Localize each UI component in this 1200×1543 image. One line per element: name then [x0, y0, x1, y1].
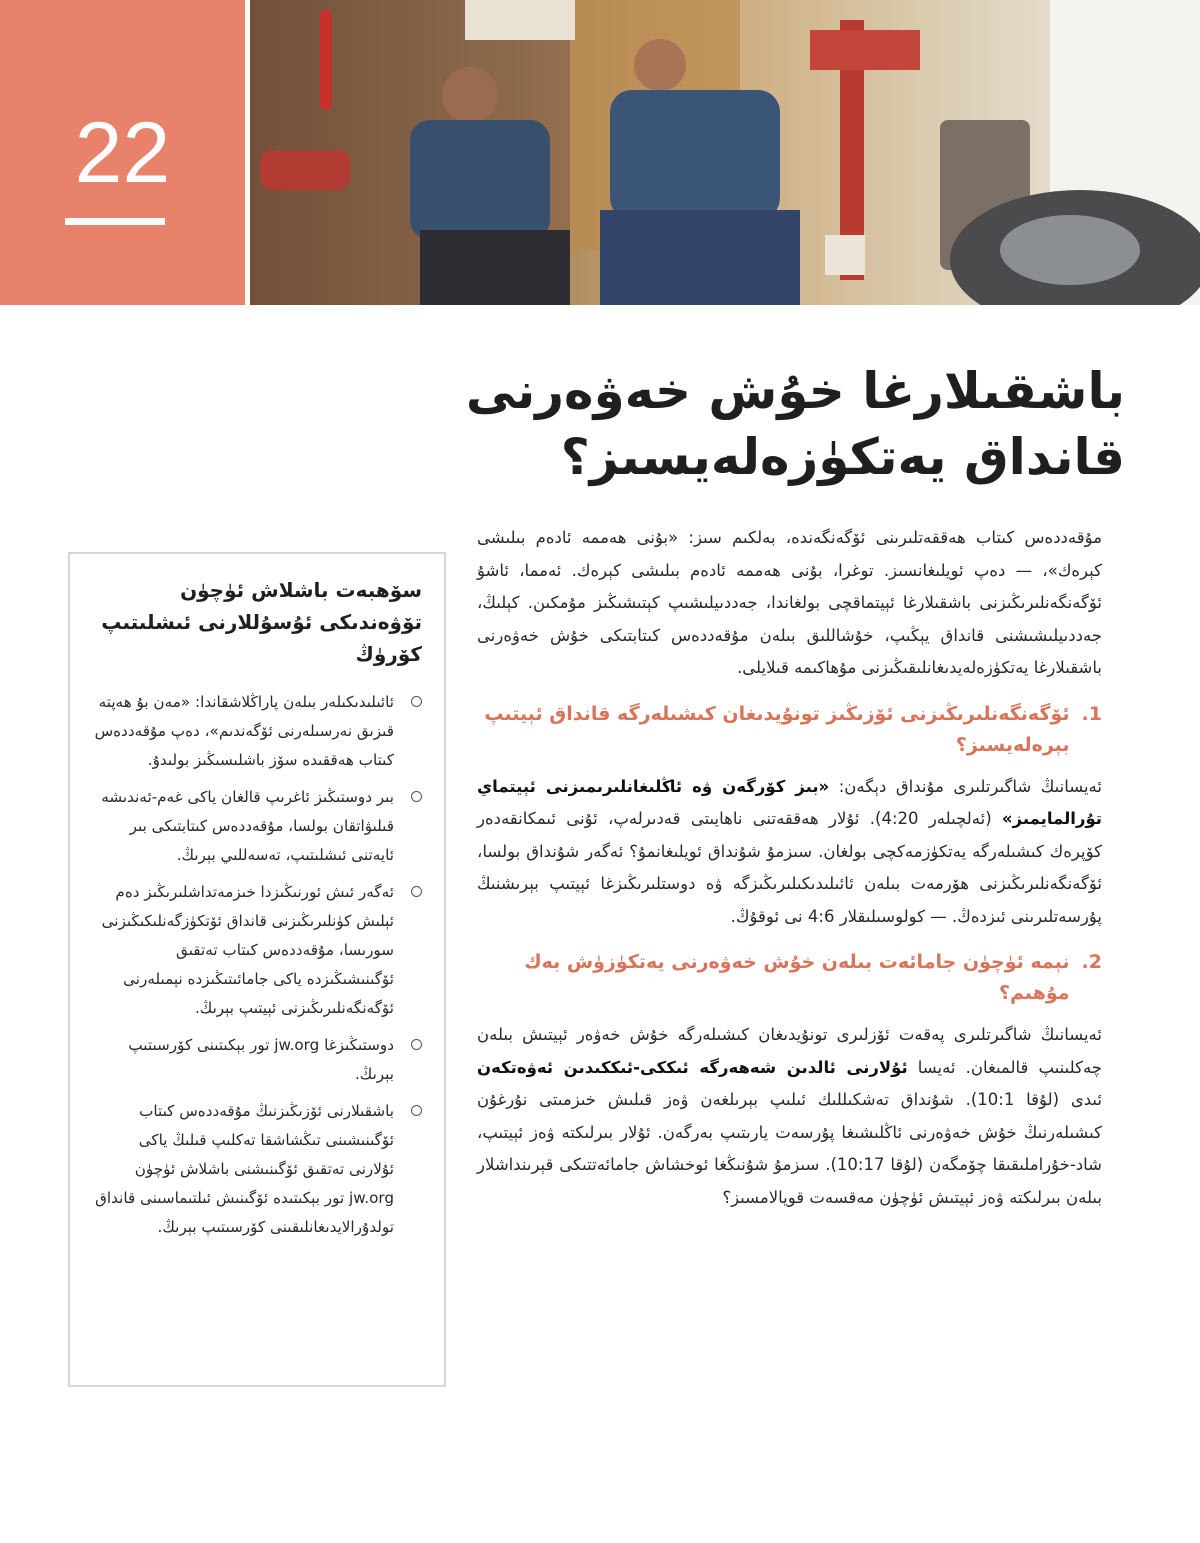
sidebar-item — [90, 688, 422, 775]
section-1-heading — [477, 699, 1102, 761]
title-line-2: قانداق يەتكۈزەلەيسىز؟ — [560, 428, 1125, 486]
sidebar-box — [68, 552, 446, 1387]
main-article — [477, 522, 1102, 1214]
bullet-circle-icon — [411, 1039, 422, 1050]
section-1-heading-text: ئۆگەنگەنلىرىڭىزنى ئۆزىڭىز تونۇيدىغان كىشىلەرگە قانداق ئېيتىپ بېرەلەيسىز؟ — [484, 702, 1070, 756]
intro-paragraph: مۇقەددەس كىتاب ھەققەتلىرىنى ئۆگەنگەندە، بەلكىم سىز: «بۇنى ھەممە ئادەم بىلىشى كېرەك»، — دەپ ئويلىغانسىز. توغرا، بۇنى ھەممە ئادەم بىلىشى كېرەك. ئەمما، ئاشۇ ئۆگەنگەنلىرىڭىزنى باشقىلارغا ئېيتماقچى بولغاندا، جەددىيلىشىپ كېتىشىڭىز مۇمكىن. كېلىڭ، جەددىيلىشىشنى قانداق يېڭىپ، خۇشاللىق بىلەن مۇقەددەس كىتابتىكى خۇش خەۋەرنى باشقىلارغا يەتكۈزەلەيدىغانلىقىڭىزنى مۇھاكىمە قىلايلى. — [477, 528, 1102, 677]
bullet-circle-icon — [411, 791, 422, 802]
section-1-quote: «بىز كۆرگەن ۋە ئاڭلىغانلىرىمىزنى ئېيتماي تۇرالمايمىز» — [477, 776, 1102, 828]
sidebar-item — [90, 878, 422, 1023]
garage-photo — [250, 0, 1200, 305]
bullet-circle-icon — [411, 696, 422, 707]
sidebar-title: سۆھبەت باشلاش ئۈچۈن تۆۋەندىكى ئۇسۇللارنى ئىشلىتىپ كۆرۈڭ — [101, 578, 422, 666]
sidebar-item-text: دوستىڭىزغا jw.org تور بېكىتىنى كۆرسىتىپ بېرىڭ. — [128, 1036, 394, 1083]
sidebar-item-text: ئائىلىدىكىلەر بىلەن پاراڭلاشقاندا: «مەن بۇ ھەپتە قىزىق نەرسىلەرنى ئۆگەندىم»، دەپ مۇقەددەس كىتاب ھەققىدە سۆز باشلىسىڭىز بولىدۇ. — [94, 693, 394, 769]
section-2-text-a: ئەيسانىڭ شاگىرتلىرى پەقەت ئۆزلىرى تونۇيدىغان كىشىلەرگە خۇش خەۋەر ئېيتىش بىلەن چەكلىنىپ قالمىغان. ئەيسا — [477, 1025, 1102, 1077]
section-2-number: 2. — [1081, 951, 1102, 973]
section-1-paragraph — [477, 771, 1102, 934]
chapter-number-box — [0, 0, 245, 305]
sidebar-item — [90, 783, 422, 870]
section-2-heading-text: نېمە ئۈچۈن جامائەت بىلەن خۇش خەۋەرنى يەتكۈزۈش بەك مۇھىم؟ — [524, 951, 1070, 1004]
title-line-1: باشقىلارغا خۇش خەۋەرنى — [465, 362, 1125, 420]
chapter-number: 22 — [74, 105, 171, 201]
sidebar-list — [90, 688, 422, 1242]
section-1-number: 1. — [1081, 702, 1102, 725]
section-2-paragraph — [477, 1019, 1102, 1214]
section-1-text-a: ئەيسانىڭ شاگىرتلىرى مۇنداق دېگەن: — [829, 776, 1102, 796]
chapter-number-underline — [65, 218, 165, 225]
page-title — [425, 358, 1125, 490]
bullet-circle-icon — [411, 1105, 422, 1116]
sidebar-item-text: ئەگەر ئىش ئورنىڭىزدا خىزمەتداشلىرىڭىز دەم ئېلىش كۈنلىرىڭىزنى قانداق ئۆتكۈزگەنلىكىڭىزنى سورىسا، مۇقەددەس كىتاب تەتقىق ئۆگىنىشىڭىزدە ياكى جامائىتىڭىزدە نېمىلەرنى ئۆگەنگەنلىرىڭىزنى ئېيتىپ بېرىڭ. — [101, 883, 394, 1017]
section-1-text-b: (ئەلچىلەر 4:20). ئۇلار ھەققەتنى ناھايىتى قەدىرلەپ، ئۇنى ئىمكانقەدەر كۆپرەك كىشىلەرگە يەتكۈزمەكچى بولغان. سىزمۇ شۇنداق ئويلىغانمۇ؟ ئەگەر شۇنداق بولسا، ئۆگەنگەنلىرىڭىزنى ھۆرمەت بىلەن ئائىلىدىكىلىرىڭىزگە ۋە دوستلىرىڭىزغا ئېيتىپ بېرىشنىڭ پۇرسەتلىرىنى ئىزدەڭ. — كولوسىلىقلار 4:6 نى ئوقۇڭ. — [477, 809, 1102, 926]
section-2-heading — [477, 947, 1102, 1009]
sidebar-item-text: بىر دوستىڭىز ئاغرىپ قالغان ياكى غەم-ئەندىشە قىلىۋاتقان بولسا، مۇقەددەس كىتابتىكى بىر ئايەتنى ئىشلىتىپ، تەسەللىي بېرىڭ. — [101, 788, 394, 864]
sidebar-item — [90, 1097, 422, 1242]
section-2-quote: ئۇلارنى ئالدىن شەھەرگە ئىككى-ئىككىدىن ئەۋەتكەن — [477, 1057, 908, 1077]
section-2-text-b: ئىدى (لۇقا 10:1). شۇنداق تەشكىللىك ئىلىپ بېرىلغەن ۋەز قىلىش خىزمىتى نۇرغۇن كىشىلەرنىڭ خۇش خەۋەرنى ئاڭلىشىغا پۇرسەت يارىتىپ بەرگەن. ئۇلار بىرلىكتە ۋەز ئېيتىپ، شاد-خۇراملىقىقا چۆمگەن (لۇقا 10:17). سىزمۇ شۇنىڭغا ئوخشاش جامائەتتىكى قېرىنداشلار بىلەن بىرلىكتە ۋەز ئېيتىش ئۈچۈن مەقسەت قويالامسىز؟ — [477, 1090, 1103, 1207]
sidebar-item-text: باشقىلارنى ئۆزىڭىزنىڭ مۇقەددەس كىتاب ئۆگىنىشىنى تىڭشاشقا تەكلىپ قىلىڭ ياكى ئۇلارنى تەتقىق ئۆگىنىشنى باشلاش ئۈچۈن jw.org تور بېكىتىدە ئۆگىنىش ئىلتىماسىنى قانداق تولدۇرالايدىغانلىقىنى كۆرسىتىپ بېرىڭ. — [95, 1102, 394, 1236]
bullet-circle-icon — [411, 886, 422, 897]
sidebar-item — [90, 1031, 422, 1089]
